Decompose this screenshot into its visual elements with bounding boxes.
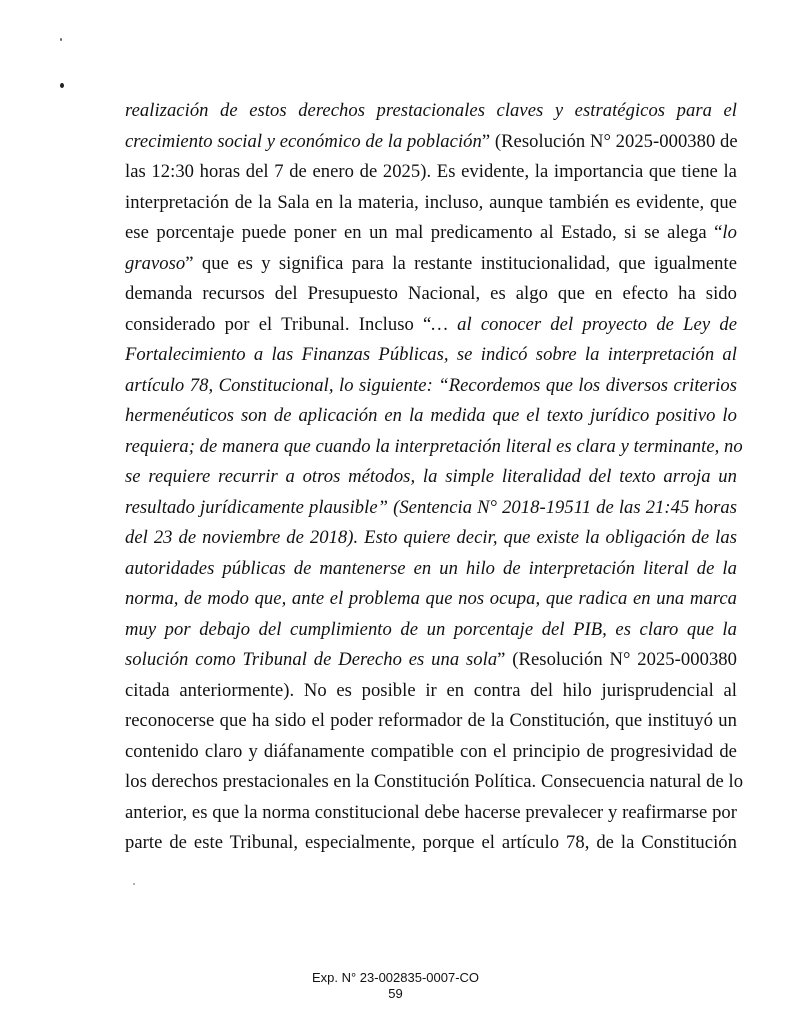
scan-speck: [60, 83, 64, 88]
italic-text: autoridades públicas de mantenerse en un hilo de interpretación literal de la: [125, 557, 737, 579]
italic-text: lo: [722, 222, 737, 243]
italic-text: … al conocer del proyecto de Ley de: [431, 313, 737, 335]
text-line: [125, 828, 737, 859]
italic-text: gravoso: [125, 252, 186, 274]
italic-text: del 23 de noviembre de 2018). Esto quiere decir, que existe la obligación de las: [125, 527, 737, 548]
text-segment: anterior, es que la norma constitucional debe hacerse prevalecer y reafirmarse por: [125, 801, 737, 823]
text-line: [125, 157, 737, 188]
text-segment: los derechos prestacionales en la Constitución Política. Consecuencia natural de lo: [125, 771, 744, 792]
text-line: [125, 676, 737, 707]
text-line: [125, 706, 737, 737]
text-segment: reconocerse que ha sido el poder reformador de la Constitución, que instituyó un: [125, 710, 737, 731]
text-line: [125, 371, 737, 402]
italic-text: hermenéuticos son de aplicación en la medida que el texto jurídico positivo lo: [125, 405, 737, 426]
text-line: [125, 645, 737, 676]
text-line: [125, 523, 737, 554]
italic-text: Fortalecimiento a las Finanzas Públicas, se indicó sobre la interpretación al: [125, 344, 737, 365]
text-line: [125, 340, 737, 371]
text-line: [125, 188, 737, 219]
italic-text: crecimiento social y económico de la población: [125, 130, 482, 152]
document-body: [125, 96, 744, 859]
italic-text: artículo 78, Constitucional, lo siguiente: “Recordemos que los diversos criterios: [125, 374, 737, 396]
text-line: [125, 737, 737, 768]
text-segment: ” (Resolución N° 2025-000380 de: [481, 130, 738, 152]
text-segment: ese porcentaje puede poner en un mal predicamento al Estado, si se alega “: [125, 222, 723, 243]
case-number: Exp. N° 23-002835-0007-CO: [311, 970, 480, 985]
page-number: 59: [388, 986, 403, 1001]
scan-speck: [60, 38, 62, 41]
italic-text: resultado jurídicamente plausible” (Sentencia N° 2018-19511 de las 21:45 horas: [125, 496, 737, 518]
text-segment: considerado por el Tribunal. Incluso “: [125, 313, 432, 335]
italic-text: norma, de modo que, ante el problema que nos ocupa, que radica en una marca: [125, 588, 737, 609]
text-segment: las 12:30 horas del 7 de enero de 2025). Es evidente, la importancia que tiene la: [125, 161, 737, 182]
text-line: [125, 432, 743, 463]
page-footer: [0, 970, 791, 1002]
text-line: [125, 249, 737, 280]
text-segment: ” que es y significa para la restante institucionalidad, que igualmente: [185, 252, 737, 274]
text-line: [125, 127, 737, 158]
text-line: [125, 462, 737, 493]
italic-text: requiera; de manera que cuando la interpretación literal es clara y terminante, no: [125, 435, 743, 457]
text-line: [125, 584, 737, 615]
text-line: [125, 310, 737, 341]
text-segment: interpretación de la Sala en la materia, incluso, aunque también es evidente, que: [125, 191, 737, 213]
text-segment: demanda recursos del Presupuesto Nacional, es algo que en efecto ha sido: [125, 283, 737, 304]
text-segment: citada anteriormente). No es posible ir en contra del hilo jurisprudencial al: [125, 679, 737, 701]
text-line: [125, 798, 737, 829]
italic-text: muy por debajo del cumplimiento de un porcentaje del PIB, es claro que la: [125, 618, 737, 640]
italic-text: realización de estos derechos prestacionales claves y estratégicos para el: [125, 100, 737, 121]
scan-speck: [133, 883, 135, 885]
text-line: [125, 493, 737, 524]
text-line: [125, 401, 737, 432]
text-line: [125, 767, 744, 798]
text-segment: contenido claro y diáfanamente compatible con el principio de progresividad de: [125, 740, 737, 762]
italic-text: se requiere recurrir a otros métodos, la simple literalidad del texto arroja un: [125, 466, 737, 487]
text-segment: ” (Resolución N° 2025-000380: [497, 649, 737, 670]
text-line: [125, 615, 737, 646]
text-line: [125, 279, 737, 310]
text-line: [125, 96, 737, 127]
text-line: [125, 218, 737, 249]
italic-text: solución como Tribunal de Derecho es una sola: [125, 649, 498, 670]
text-segment: parte de este Tribunal, especialmente, porque el artículo 78, de la Constitución: [125, 832, 737, 853]
text-line: [125, 554, 737, 585]
